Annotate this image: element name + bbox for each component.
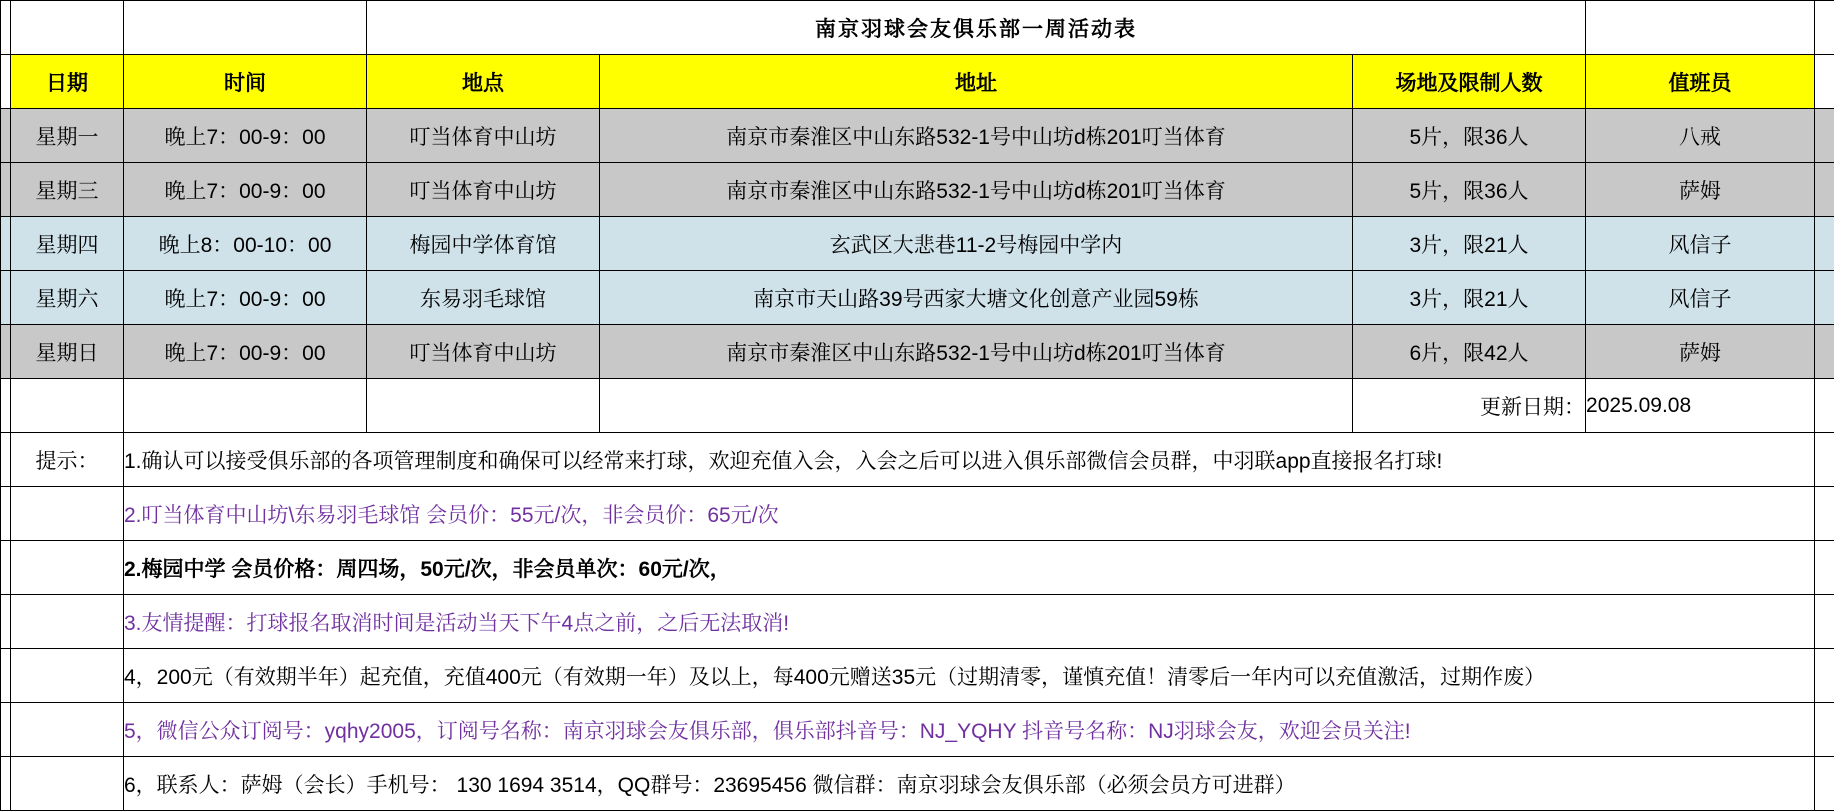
title-row: [1, 1, 1834, 55]
column-header-courts: 场地及限制人数: [1353, 55, 1586, 109]
blank-cell: [11, 379, 124, 433]
cell-date: 星期四: [11, 217, 124, 271]
row-gutter: [1, 757, 11, 811]
cell-duty: 萨姆: [1586, 325, 1815, 379]
cell-address: 南京市秦淮区中山东路532-1号中山坊d栋201叮当体育: [600, 109, 1353, 163]
cell-venue: 东易羽毛球馆: [367, 271, 600, 325]
tip-item-6: 5，微信公众订阅号：yqhy2005，订阅号名称：南京羽球会友俱乐部，俱乐部抖音号：NJ_YQHY 抖音号名称：NJ羽球会友，欢迎会员关注!: [124, 703, 1815, 757]
cell-duty: 八戒: [1586, 109, 1815, 163]
tips-label-blank: [11, 649, 124, 703]
cell-courts: 5片，限36人: [1353, 109, 1586, 163]
cell-address: 南京市秦淮区中山东路532-1号中山坊d栋201叮当体育: [600, 325, 1353, 379]
title-spacer-right: [1586, 1, 1815, 55]
row-gutter-right: [1815, 379, 1834, 433]
row-gutter: [1, 325, 11, 379]
tips-label: 提示：: [11, 433, 124, 487]
title-spacer-left: [11, 1, 124, 55]
row-gutter-right: [1815, 163, 1834, 217]
tip-row: [1, 649, 1834, 703]
blank-cell: [600, 379, 1353, 433]
row-gutter: [1, 433, 11, 487]
row-gutter: [1, 595, 11, 649]
cell-duty: 萨姆: [1586, 163, 1815, 217]
tip-item-2: 2.叮当体育中山坊\东易羽毛球馆 会员价：55元/次，非会员价：65元/次: [124, 487, 1815, 541]
cell-duty: 风信子: [1586, 271, 1815, 325]
corner-blank-left: [1, 1, 11, 55]
cell-time: 晚上8：00-10：00: [124, 217, 367, 271]
row-gutter: [1, 271, 11, 325]
table-header-row: [1, 55, 1834, 109]
blank-cell: [124, 379, 367, 433]
row-gutter-right: [1815, 487, 1834, 541]
update-date-value: 2025.09.08: [1586, 379, 1815, 433]
blank-cell: [367, 379, 600, 433]
tip-row: [1, 703, 1834, 757]
row-gutter-right: [1815, 757, 1834, 811]
tips-label-blank: [11, 541, 124, 595]
page-title: 南京羽球会友俱乐部一周活动表: [367, 1, 1586, 55]
cell-venue: 叮当体育中山坊: [367, 109, 600, 163]
tips-label-blank: [11, 487, 124, 541]
tips-label-blank: [11, 703, 124, 757]
cell-date: 星期日: [11, 325, 124, 379]
cell-date: 星期三: [11, 163, 124, 217]
cell-courts: 3片，限21人: [1353, 217, 1586, 271]
cell-venue: 叮当体育中山坊: [367, 163, 600, 217]
tip-row: [1, 487, 1834, 541]
update-row: [1, 379, 1834, 433]
cell-address: 南京市秦淮区中山东路532-1号中山坊d栋201叮当体育: [600, 163, 1353, 217]
table-row: [1, 325, 1834, 379]
table-row: [1, 217, 1834, 271]
row-gutter-right: [1815, 595, 1834, 649]
tip-item-1: 1.确认可以接受俱乐部的各项管理制度和确保可以经常来打球，欢迎充值入会，入会之后可以进入俱乐部微信会员群，中羽联app直接报名打球!: [124, 433, 1815, 487]
column-header-duty: 值班员: [1586, 55, 1815, 109]
cell-date: 星期一: [11, 109, 124, 163]
table-row: [1, 271, 1834, 325]
row-gutter-right: [1815, 55, 1834, 109]
row-gutter: [1, 163, 11, 217]
tip-row: [1, 433, 1834, 487]
cell-address: 南京市天山路39号西家大塘文化创意产业园59栋: [600, 271, 1353, 325]
cell-courts: 3片，限21人: [1353, 271, 1586, 325]
row-gutter: [1, 703, 11, 757]
table-row: [1, 109, 1834, 163]
tip-item-5: 4，200元（有效期半年）起充值，充值400元（有效期一年）及以上，每400元赠送35元（过期清零，谨慎充值！清零后一年内可以充值激活，过期作废）: [124, 649, 1815, 703]
tip-row: [1, 595, 1834, 649]
cell-duty: 风信子: [1586, 217, 1815, 271]
tip-item-4: 3.友情提醒：打球报名取消时间是活动当天下午4点之前，之后无法取消!: [124, 595, 1815, 649]
tip-row: [1, 757, 1834, 811]
row-gutter: [1, 649, 11, 703]
cell-date: 星期六: [11, 271, 124, 325]
row-gutter: [1, 487, 11, 541]
cell-address: 玄武区大悲巷11-2号梅园中学内: [600, 217, 1353, 271]
column-header-date: 日期: [11, 55, 124, 109]
row-gutter-right: [1815, 325, 1834, 379]
row-gutter-right: [1815, 109, 1834, 163]
row-gutter-right: [1815, 703, 1834, 757]
cell-time: 晚上7：00-9：00: [124, 109, 367, 163]
tip-item-3: 2.梅园中学 会员价格：周四场，50元/次，非会员单次：60元/次，: [124, 541, 1815, 595]
cell-time: 晚上7：00-9：00: [124, 163, 367, 217]
column-header-time: 时间: [124, 55, 367, 109]
tips-label-blank: [11, 757, 124, 811]
table-row: [1, 163, 1834, 217]
cell-venue: 叮当体育中山坊: [367, 325, 600, 379]
row-gutter: [1, 379, 11, 433]
row-gutter-right: [1815, 433, 1834, 487]
cell-time: 晚上7：00-9：00: [124, 271, 367, 325]
row-gutter: [1, 109, 11, 163]
row-gutter: [1, 217, 11, 271]
update-date-label: 更新日期：: [1353, 379, 1586, 433]
row-gutter-right: [1815, 541, 1834, 595]
tips-label-blank: [11, 595, 124, 649]
cell-courts: 5片，限36人: [1353, 163, 1586, 217]
row-gutter-right: [1815, 271, 1834, 325]
tip-item-7: 6，联系人：萨姆（会长）手机号： 130 1694 3514，QQ群号：23695456 微信群：南京羽球会友俱乐部（必须会员方可进群）: [124, 757, 1815, 811]
row-gutter-right: [1815, 217, 1834, 271]
column-header-venue: 地点: [367, 55, 600, 109]
title-spacer-left2: [124, 1, 367, 55]
tip-row: [1, 541, 1834, 595]
cell-courts: 6片，限42人: [1353, 325, 1586, 379]
corner-blank-right: [1815, 1, 1834, 55]
row-gutter: [1, 55, 11, 109]
row-gutter-right: [1815, 649, 1834, 703]
column-header-address: 地址: [600, 55, 1353, 109]
cell-venue: 梅园中学体育馆: [367, 217, 600, 271]
row-gutter: [1, 541, 11, 595]
cell-time: 晚上7：00-9：00: [124, 325, 367, 379]
